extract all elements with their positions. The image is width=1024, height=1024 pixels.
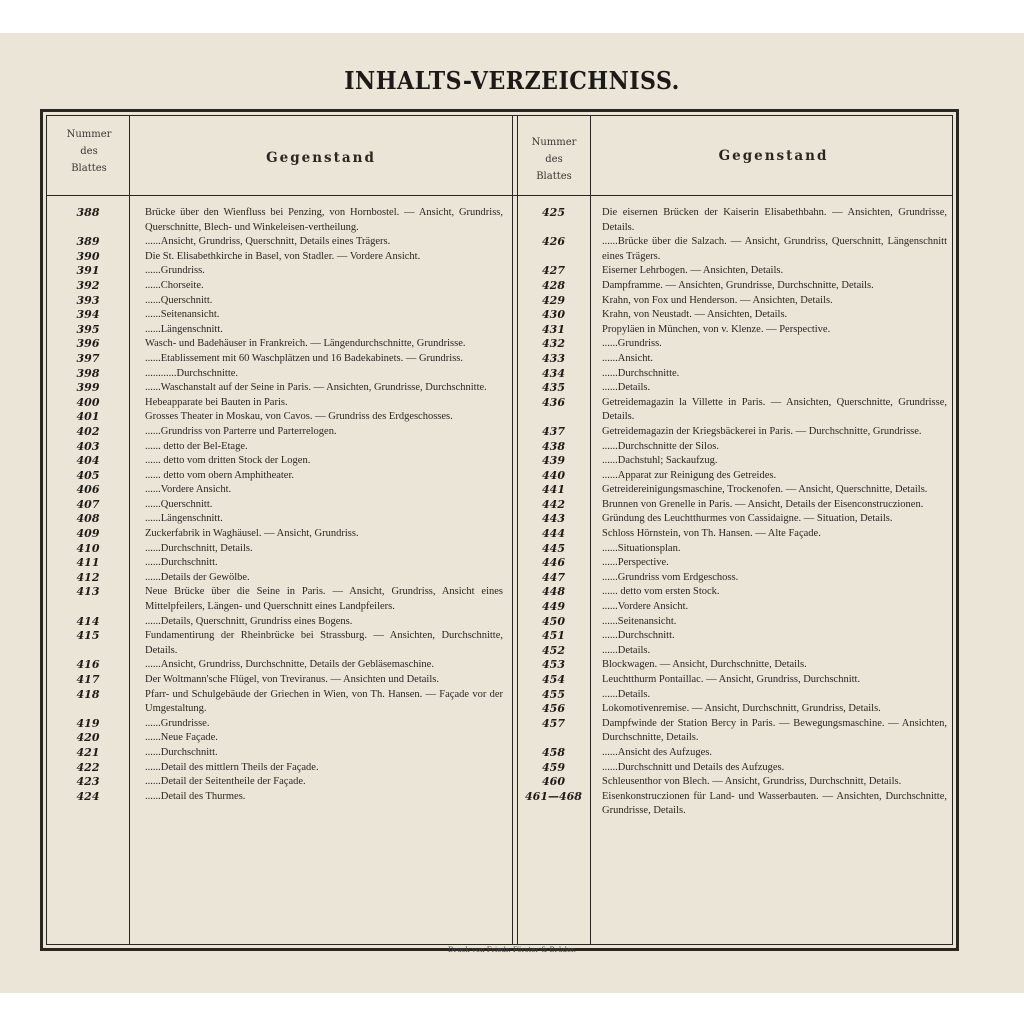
entry-subject: Zuckerfabrik in Waghäusel. — Ansicht, Grundriss. bbox=[145, 528, 359, 540]
table-row bbox=[517, 702, 953, 717]
entry-subject: Krahn, von Fox und Henderson. — Ansichten, Details. bbox=[602, 294, 833, 306]
entry-subject: Wasch- und Badehäuser in Frankreich. — Längendurchschnitte, Grundrisse. bbox=[145, 338, 466, 350]
plate-number: 422 bbox=[76, 760, 100, 774]
right-number-header bbox=[519, 134, 589, 185]
table-row bbox=[517, 454, 953, 469]
plate-number: 455 bbox=[542, 687, 565, 701]
plate-number: 445 bbox=[542, 541, 565, 555]
plate-number: 404 bbox=[76, 454, 100, 468]
table-row bbox=[47, 440, 509, 455]
plate-number: 397 bbox=[76, 351, 100, 365]
table-row bbox=[517, 673, 953, 688]
table-row bbox=[517, 527, 953, 542]
entry-subject: Gründung des Leuchtthurmes von Cassidaigne. — Situation, Details. bbox=[602, 513, 893, 525]
plate-number: 420 bbox=[76, 731, 100, 745]
plate-number: 450 bbox=[542, 614, 565, 628]
table-row bbox=[517, 658, 953, 673]
plate-number: 451 bbox=[542, 629, 565, 643]
plate-number: 456 bbox=[542, 702, 565, 716]
table-row bbox=[47, 658, 509, 673]
plate-number: 398 bbox=[76, 366, 100, 380]
entry-subject: ......Grundriss von Parterre und Parterrelogen. bbox=[145, 425, 337, 437]
table-row bbox=[517, 367, 953, 382]
entry-subject: ......Details. bbox=[602, 644, 651, 656]
plate-number: 402 bbox=[76, 424, 100, 438]
table-row bbox=[517, 396, 953, 425]
entry-subject: ...... detto vom ersten Stock. bbox=[602, 586, 720, 598]
entry-subject: Lokomotivenremise. — Ansicht, Durchschnitt, Grundriss, Details. bbox=[602, 703, 881, 715]
table-row bbox=[47, 615, 509, 630]
plate-number: 410 bbox=[76, 541, 100, 555]
plate-number: 453 bbox=[542, 658, 565, 672]
entry-subject: Brunnen von Grenelle in Paris. — Ansicht, Details der Eisenconstruczionen. bbox=[602, 498, 924, 510]
table-row bbox=[47, 381, 509, 396]
entry-subject: ...... detto der Bel-Etage. bbox=[145, 440, 248, 452]
entry-subject: Getreidemagazin der Kriegsbäckerei in Paris. — Durchschnitte, Grundrisse. bbox=[602, 425, 922, 437]
plate-number: 400 bbox=[76, 395, 100, 409]
plate-number: 457 bbox=[542, 716, 565, 730]
plate-number: 427 bbox=[542, 264, 565, 278]
header-num-line3: Blattes bbox=[536, 171, 572, 182]
plate-number: 431 bbox=[542, 322, 565, 336]
plate-number: 442 bbox=[542, 497, 565, 511]
table-row bbox=[47, 367, 509, 382]
plate-number: 436 bbox=[542, 395, 565, 409]
table-row bbox=[517, 498, 953, 513]
table-row bbox=[47, 425, 509, 440]
table-row bbox=[517, 629, 953, 644]
plate-number: 440 bbox=[542, 468, 565, 482]
plate-number: 461—468 bbox=[525, 789, 582, 803]
table-row bbox=[517, 469, 953, 484]
entry-subject: Neue Brücke über die Seine in Paris. — Ansicht, Grundriss, Ansicht eines Mittelpfeilers, Längen- und Querschnitt eines Landpfeilers. bbox=[145, 586, 503, 613]
table-row bbox=[47, 761, 509, 776]
entry-subject: Krahn, von Neustadt. — Ansichten, Details. bbox=[602, 309, 788, 321]
table-row bbox=[517, 571, 953, 586]
table-row bbox=[47, 308, 509, 323]
entry-subject: ......Waschanstalt auf der Seine in Paris. — Ansichten, Grundrisse, Durchschnitte. bbox=[145, 382, 487, 394]
entry-subject: ......Grundriss. bbox=[602, 338, 662, 350]
plate-number: 459 bbox=[542, 760, 565, 774]
entry-subject: Dampframme. — Ansichten, Grundrisse, Durchschnitte, Details. bbox=[602, 279, 874, 291]
entry-subject: Eiserner Lehrbogen. — Ansichten, Details. bbox=[602, 265, 784, 277]
table-row bbox=[47, 264, 509, 279]
plate-number: 416 bbox=[76, 658, 100, 672]
entry-subject: ......Situationsplan. bbox=[602, 542, 681, 554]
plate-number: 429 bbox=[542, 293, 565, 307]
table-row bbox=[47, 775, 509, 790]
entry-subject: ......Detail der Seitentheile der Façade. bbox=[145, 776, 306, 788]
entry-subject: ......Querschnitt. bbox=[145, 498, 213, 510]
table-row bbox=[47, 731, 509, 746]
entry-subject: ......Seitenansicht. bbox=[145, 309, 220, 321]
entry-subject: ......Ansicht des Aufzuges. bbox=[602, 746, 712, 758]
plate-number: 390 bbox=[76, 249, 100, 263]
entry-subject: ......Längenschnitt. bbox=[145, 513, 223, 525]
table-row bbox=[517, 279, 953, 294]
plate-number: 401 bbox=[76, 410, 100, 424]
entry-subject: Eisenkonstruczionen für Land- und Wasserbauten. — Ansichten, Durchschnitte, Grundrisse, Details. bbox=[602, 790, 947, 817]
header-num-line2: des bbox=[80, 146, 98, 157]
plate-number: 424 bbox=[76, 789, 100, 803]
table-row bbox=[47, 585, 509, 614]
plate-number: 413 bbox=[76, 585, 100, 599]
entry-subject: Die eisernen Brücken der Kaiserin Elisabethbahn. — Ansichten, Grundrisse, Details. bbox=[602, 207, 947, 233]
table-row bbox=[517, 308, 953, 323]
entry-subject: Schloss Hörnstein, von Th. Hansen. — Alte Façade. bbox=[602, 528, 821, 540]
column-divider bbox=[512, 116, 513, 944]
table-row bbox=[517, 688, 953, 703]
plate-number: 396 bbox=[76, 337, 100, 351]
entry-subject: ......Vordere Ansicht. bbox=[145, 484, 232, 496]
table-row bbox=[517, 483, 953, 498]
plate-number: 418 bbox=[76, 687, 100, 701]
entry-subject: Getreidemagazin la Villette in Paris. — Ansichten, Querschnitte, Grundrisse, Details. bbox=[602, 396, 947, 423]
plate-number: 435 bbox=[542, 381, 565, 395]
table-row bbox=[517, 381, 953, 396]
entry-subject: Propyläen in München, von v. Klenze. — Perspective. bbox=[602, 323, 831, 335]
plate-number: 403 bbox=[76, 439, 100, 453]
table-row bbox=[517, 512, 953, 527]
page-title: INHALTS-VERZEICHNISS. bbox=[344, 66, 680, 95]
entry-subject: ......Details, Querschnitt, Grundriss eines Bogens. bbox=[145, 615, 353, 627]
plate-number: 411 bbox=[76, 556, 100, 570]
entry-subject: ......Grundriss vom Erdgeschoss. bbox=[602, 571, 739, 583]
left-entry-list bbox=[47, 206, 509, 804]
entry-subject: ......Neue Façade. bbox=[145, 732, 218, 744]
entry-subject: ...... detto vom dritten Stock der Logen. bbox=[145, 455, 311, 467]
table-inner-border bbox=[46, 115, 953, 945]
entry-subject: ......Detail des Thurmes. bbox=[145, 790, 246, 802]
entry-subject: ......Grundrisse. bbox=[145, 717, 210, 729]
plate-number: 407 bbox=[76, 497, 100, 511]
entry-subject: ......Durchschnitt und Details des Aufzuges. bbox=[602, 761, 785, 773]
table-row bbox=[517, 235, 953, 264]
plate-number: 443 bbox=[542, 512, 565, 526]
entry-subject: ......Apparat zur Reinigung des Getreides. bbox=[602, 469, 777, 481]
entry-subject: ......Vordere Ansicht. bbox=[602, 601, 689, 613]
table-row bbox=[47, 250, 509, 265]
table-row bbox=[47, 688, 509, 717]
table-row bbox=[517, 717, 953, 746]
plate-number: 452 bbox=[542, 643, 565, 657]
entry-subject: Brücke über den Wienfluss bei Penzing, von Hornbostel. — Ansicht, Grundriss, Querschnitte, Blech- und Winkeleisen-vertheilung. bbox=[145, 207, 503, 233]
header-num-line2: des bbox=[545, 154, 563, 165]
header-num-line3: Blattes bbox=[71, 163, 107, 174]
table-row bbox=[47, 790, 509, 805]
entry-subject: ......Details der Gewölbe. bbox=[145, 571, 250, 583]
table-row bbox=[517, 556, 953, 571]
plate-number: 446 bbox=[542, 556, 565, 570]
table-row bbox=[517, 294, 953, 309]
plate-number: 441 bbox=[542, 483, 565, 497]
table-row bbox=[517, 206, 953, 235]
plate-number: 392 bbox=[76, 278, 100, 292]
table-row bbox=[47, 294, 509, 309]
plate-number: 409 bbox=[76, 527, 100, 541]
table-row bbox=[47, 498, 509, 513]
entry-subject: Der Woltmann'sche Flügel, von Treviranus. — Ansichten und Details. bbox=[145, 674, 439, 685]
entry-subject: Pfarr- und Schulgebäude der Griechen in Wien, von Th. Hansen. — Façade vor der Umgestaltung. bbox=[145, 688, 503, 715]
plate-number: 423 bbox=[76, 775, 100, 789]
entry-subject: ......Querschnitt. bbox=[145, 294, 213, 306]
header-rule bbox=[47, 195, 952, 196]
entry-subject: Blockwagen. — Ansicht, Durchschnitte, Details. bbox=[602, 659, 807, 671]
table-row bbox=[47, 483, 509, 498]
entry-subject: Dampfwinde der Station Bercy in Paris. — Bewegungsmaschine. — Ansichten, Durchschnitte, Details. bbox=[602, 717, 947, 744]
entry-subject: ......Durchschnitte. bbox=[602, 367, 680, 379]
header-num-line1: Nummer bbox=[66, 129, 112, 140]
table-row bbox=[47, 410, 509, 425]
plate-number: 389 bbox=[76, 235, 100, 249]
table-row bbox=[47, 556, 509, 571]
table-row bbox=[47, 454, 509, 469]
plate-number: 432 bbox=[542, 337, 565, 351]
entry-subject: Fundamentirung der Rheinbrücke bei Strassburg. — Ansichten, Durchschnitte, Details. bbox=[145, 630, 503, 656]
table-row bbox=[47, 629, 509, 658]
table-row bbox=[517, 746, 953, 761]
plate-number: 391 bbox=[76, 264, 100, 278]
entry-subject: ......Durchschnitte der Silos. bbox=[602, 440, 719, 452]
table-row bbox=[517, 542, 953, 557]
right-subject-header: Gegenstand bbox=[718, 148, 829, 164]
plate-number: 448 bbox=[542, 585, 565, 599]
plate-number: 388 bbox=[76, 206, 100, 219]
plate-number: 395 bbox=[76, 322, 100, 336]
entry-subject: ......Detail des mittlern Theils der Façade. bbox=[145, 761, 319, 773]
entry-subject: ......Längenschnitt. bbox=[145, 323, 223, 335]
entry-subject: ......Details. bbox=[602, 688, 651, 700]
plate-number: 426 bbox=[542, 235, 565, 249]
table-row bbox=[517, 425, 953, 440]
entry-subject: ......Durchschnitt. bbox=[602, 630, 675, 642]
table-row bbox=[47, 352, 509, 367]
table-row bbox=[47, 337, 509, 352]
table-row bbox=[517, 790, 953, 819]
plate-number: 460 bbox=[542, 775, 565, 789]
plate-number: 412 bbox=[76, 570, 100, 584]
entry-subject: ......Durchschnitt. bbox=[145, 746, 218, 758]
table-row bbox=[517, 323, 953, 338]
plate-number: 399 bbox=[76, 381, 100, 395]
plate-number: 430 bbox=[542, 308, 565, 322]
table-row bbox=[47, 323, 509, 338]
entry-subject: Schleusenthor von Blech. — Ansicht, Grundriss, Durchschnitt, Details. bbox=[602, 776, 902, 788]
table-row bbox=[517, 600, 953, 615]
plate-number: 438 bbox=[542, 439, 565, 453]
table-row bbox=[517, 644, 953, 659]
plate-number: 447 bbox=[542, 570, 565, 584]
plate-number: 437 bbox=[542, 424, 565, 438]
plate-number: 393 bbox=[76, 293, 100, 307]
entry-subject: Grosses Theater in Moskau, von Cavos. — Grundriss des Erdgeschosses. bbox=[145, 411, 453, 423]
plate-number: 408 bbox=[76, 512, 100, 526]
table-row bbox=[47, 673, 509, 688]
entry-subject: ......Etablissement mit 60 Waschplätzen und 16 Badekabinets. — Grundriss. bbox=[145, 352, 463, 364]
table-row bbox=[47, 469, 509, 484]
entry-subject: ......Durchschnitt. bbox=[145, 557, 218, 569]
printer-credit: Druck von Friedr. Förster & Brüder. bbox=[448, 946, 576, 954]
plate-number: 417 bbox=[76, 673, 100, 686]
plate-number: 406 bbox=[76, 483, 100, 497]
plate-number: 419 bbox=[76, 716, 100, 730]
plate-number: 405 bbox=[76, 468, 100, 482]
entry-subject: ...... detto vom obern Amphitheater. bbox=[145, 469, 295, 481]
left-number-header bbox=[53, 126, 125, 177]
table-row bbox=[517, 775, 953, 790]
table-row bbox=[517, 761, 953, 776]
plate-number: 414 bbox=[76, 614, 100, 628]
entry-subject: ......Durchschnitt, Details. bbox=[145, 542, 253, 554]
plate-number: 454 bbox=[542, 673, 565, 686]
entry-subject: ............Durchschnitte. bbox=[145, 367, 239, 379]
table-row bbox=[47, 571, 509, 586]
table-row bbox=[517, 264, 953, 279]
plate-number: 415 bbox=[76, 629, 100, 643]
entry-subject: ......Ansicht. bbox=[602, 352, 654, 364]
right-entry-list bbox=[517, 206, 953, 819]
table-row bbox=[47, 527, 509, 542]
entry-subject: ......Dachstuhl; Sackaufzug. bbox=[602, 455, 718, 467]
plate-number: 439 bbox=[542, 454, 565, 468]
table-row bbox=[517, 352, 953, 367]
plate-number: 434 bbox=[542, 366, 565, 380]
table-row bbox=[47, 717, 509, 732]
entry-subject: ......Grundriss. bbox=[145, 265, 205, 277]
entry-subject: ......Brücke über die Salzach. — Ansicht, Grundriss, Querschnitt, Längenschnitt eines Trägers. bbox=[602, 236, 947, 262]
entry-subject: ......Seitenansicht. bbox=[602, 615, 677, 627]
table-row bbox=[517, 585, 953, 600]
entry-subject: Getreidereinigungsmaschine, Trockenofen. — Ansicht, Querschnitte, Details. bbox=[602, 484, 928, 496]
table-row bbox=[47, 542, 509, 557]
plate-number: 433 bbox=[542, 351, 565, 365]
plate-number: 458 bbox=[542, 745, 565, 759]
plate-number: 449 bbox=[542, 600, 565, 614]
table-row bbox=[47, 279, 509, 294]
table-row bbox=[517, 440, 953, 455]
table-row bbox=[47, 512, 509, 527]
plate-number: 394 bbox=[76, 308, 100, 322]
table-row bbox=[517, 337, 953, 352]
table-row bbox=[47, 396, 509, 411]
table-row bbox=[47, 746, 509, 761]
table-row bbox=[517, 615, 953, 630]
header-num-line1: Nummer bbox=[531, 137, 577, 148]
entry-subject: Hebeapparate bei Bauten in Paris. bbox=[145, 396, 288, 408]
entry-subject: ......Ansicht, Grundriss, Durchschnitte, Details der Gebläsemaschine. bbox=[145, 659, 434, 671]
entry-subject: ......Ansicht, Grundriss, Querschnitt, Details eines Trägers. bbox=[145, 236, 391, 248]
entry-subject: ......Perspective. bbox=[602, 557, 669, 569]
table-row bbox=[47, 206, 509, 235]
entry-subject: ......Chorseite. bbox=[145, 279, 204, 291]
plate-number: 421 bbox=[76, 745, 100, 759]
plate-number: 425 bbox=[542, 206, 565, 219]
plate-number: 444 bbox=[542, 527, 565, 541]
entry-subject: Die St. Elisabethkirche in Basel, von Stadler. — Vordere Ansicht. bbox=[145, 250, 421, 262]
entry-subject: ......Details. bbox=[602, 382, 651, 394]
entry-subject: Leuchtthurm Pontaillac. — Ansicht, Grundriss, Durchschnitt. bbox=[602, 674, 861, 685]
table-row bbox=[47, 235, 509, 250]
left-subject-header: Gegenstand bbox=[266, 150, 376, 166]
table-frame bbox=[40, 109, 959, 951]
plate-number: 428 bbox=[542, 278, 565, 292]
